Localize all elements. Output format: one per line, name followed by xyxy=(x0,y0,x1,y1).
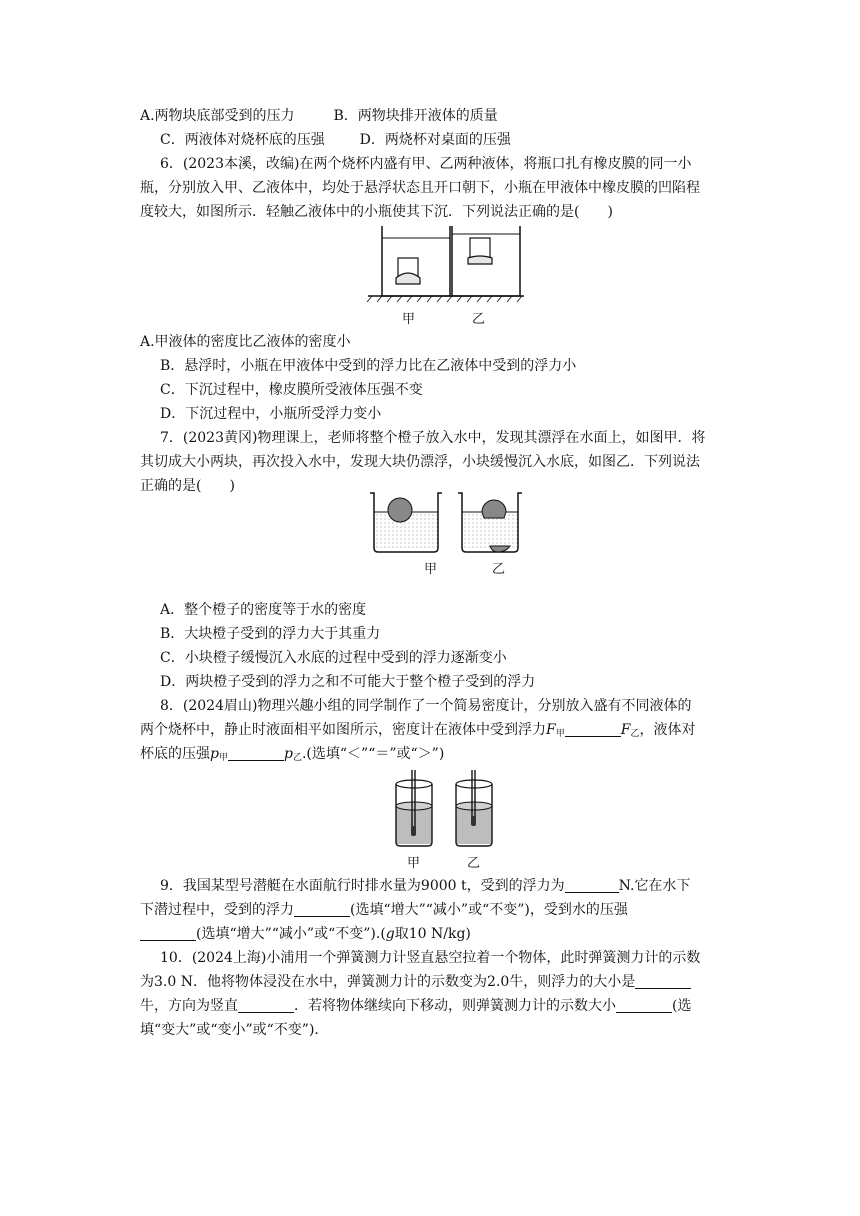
q7-option-a: A．整个橙子的密度等于水的密度 xyxy=(160,602,367,618)
q8-symbol-p: p xyxy=(210,746,219,762)
q10-stem-line3 xyxy=(140,994,738,1018)
q7-stem-line3: 正确的是( ) xyxy=(140,478,235,494)
q8-sub-yi: 乙 xyxy=(630,729,640,739)
q7-option-b: B．大块橙子受到的浮力大于其重力 xyxy=(160,626,381,642)
q6-figure-beakers xyxy=(366,224,526,304)
q6-stem-line1: 6．(2023本溪，改编)在两个烧杯内盛有甲、乙两种液体，将瓶口扎有橡皮膜的同一小 xyxy=(160,156,692,172)
q8-figure-hydrometers xyxy=(390,770,500,850)
q8-stem-line3 xyxy=(140,742,738,766)
q9-stem-line3 xyxy=(140,922,738,946)
q8-blank-1[interactable] xyxy=(565,720,621,737)
q6-option-d: D．下沉过程中，小瓶所受浮力变小 xyxy=(160,406,382,422)
q6-stem-line3: 度较大，如图所示．轻触乙液体中的小瓶使其下沉．下列说法正确的是( ) xyxy=(140,204,613,220)
q8-fig-label-yi: 乙 xyxy=(467,856,481,871)
q10-blank-2[interactable] xyxy=(238,996,294,1013)
q7-option-c: C．小块橙子缓慢沉入水底的过程中受到的浮力逐渐变小 xyxy=(160,650,507,666)
q9-unit: N. xyxy=(618,878,635,894)
q7-stem-line1: 7．(2023黄冈)物理课上，老师将整个橙子放入水中，发现其漂浮在水面上，如图甲．将 xyxy=(160,430,706,446)
q9-line3-text: (选填“增大”“减小”或“不变”).( xyxy=(196,926,386,942)
q10-line3-mid: ．若将物体继续向下移动，则弹簧测力计的示数大小 xyxy=(294,998,616,1014)
q8-symbol-F2: F xyxy=(620,722,631,738)
q8-stem-line1: 8．(2024眉山)物理兴趣小组的同学制作了一个简易密度计，分别放入盛有不同液体的 xyxy=(160,698,692,714)
q6-fig-label-yi: 乙 xyxy=(472,312,486,327)
q6-option-b: B．悬浮时，小瓶在甲液体中受到的浮力比在乙液体中受到的浮力小 xyxy=(160,358,577,374)
q10-blank-1[interactable] xyxy=(635,972,691,989)
q9-blank-1[interactable] xyxy=(565,876,619,893)
q6-stem-line2: 瓶，分别放入甲、乙液体中，均处于悬浮状态且开口朝下，小瓶在甲液体中橡皮膜的凹陷程 xyxy=(140,180,700,196)
q10-stem-line4: 填“变大”或“变小”或“不变”). xyxy=(140,1022,319,1038)
q10-blank-3[interactable] xyxy=(616,996,672,1013)
q10-line2-text: 为3.0 N．他将物体浸没在水中，弹簧测力计的示数变为2.0牛，则浮力的大小是 xyxy=(140,974,636,990)
q8-stem-line2 xyxy=(140,718,738,742)
q7-stem-line2: 其切成大小两块，再次投入水中，发现大块仍漂浮，小块缓慢沉入水底，如图乙．下列说法 xyxy=(140,454,700,470)
q9-blank-3[interactable] xyxy=(140,924,196,941)
q6-option-c: C．下沉过程中，橡皮膜所受液体压强不变 xyxy=(160,382,423,398)
q9-line1-text: 9．我国某型号潜艇在水面航行时排水量为9000 t，受到的浮力为 xyxy=(160,878,565,894)
q6-option-a: A.甲液体的密度比乙液体的密度小 xyxy=(140,334,351,350)
q8-line3-end: .(选填“＜”“＝”或“＞”) xyxy=(301,746,445,762)
q10-line3-text: 牛，方向为竖直 xyxy=(140,998,238,1014)
q5-option-b: B．两物块排开液体的质量 xyxy=(333,108,498,124)
q6-fig-label-jia: 甲 xyxy=(402,312,416,327)
q5-options-row2 xyxy=(160,128,758,152)
q8-sub-yi-2: 乙 xyxy=(292,753,302,763)
q8-sub-jia-2: 甲 xyxy=(218,753,228,763)
q10-stem-line2 xyxy=(140,970,738,994)
q9-line2-text: 下潜过程中，受到的浮力 xyxy=(140,902,294,918)
q7-option-d: D．两块橙子受到的浮力之和不可能大于整个橙子受到的浮力 xyxy=(160,674,536,690)
q5-option-a: A.两物块底部受到的压力 xyxy=(140,108,295,124)
q9-blank-2[interactable] xyxy=(294,900,350,917)
q8-symbol-p2: p xyxy=(283,746,293,762)
q5-option-d: D．两烧杯对桌面的压强 xyxy=(359,132,511,148)
q8-line2-text: 两个烧杯中，静止时液面相平如图所示，密度计在液体中受到浮力 xyxy=(140,722,546,738)
q8-line3-text: 杯底的压强 xyxy=(140,746,210,762)
q8-symbol-F: F xyxy=(546,722,556,738)
q8-sub-jia: 甲 xyxy=(555,729,565,739)
q9-line3-end: 取10 N/kg) xyxy=(394,926,471,942)
q8-blank-2[interactable] xyxy=(228,744,284,761)
q9-stem-line1 xyxy=(160,874,758,898)
q7-fig-label-yi: 乙 xyxy=(492,562,506,577)
q10-stem-line1: 10．(2024上海)小浦用一个弹簧测力计竖直悬空拉着一个物体，此时弹簧测力计的示数 xyxy=(160,950,701,966)
q9-line1-end: 它在水下 xyxy=(634,878,691,894)
q9-symbol-g: g xyxy=(385,926,395,942)
q9-stem-line2 xyxy=(140,898,738,922)
q5-option-c: C．两液体对烧杯底的压强 xyxy=(160,132,325,148)
q8-fig-label-jia: 甲 xyxy=(407,856,421,871)
q10-line3-end: (选 xyxy=(672,998,692,1014)
q9-line2-end: (选填“增大”“减小”或“不变”)，受到水的压强 xyxy=(350,902,628,918)
q7-figure-beakers xyxy=(368,490,528,556)
q8-line2-end: ，液体对 xyxy=(639,722,696,738)
q7-fig-label-jia: 甲 xyxy=(424,562,438,577)
q5-options-row1 xyxy=(140,104,738,128)
